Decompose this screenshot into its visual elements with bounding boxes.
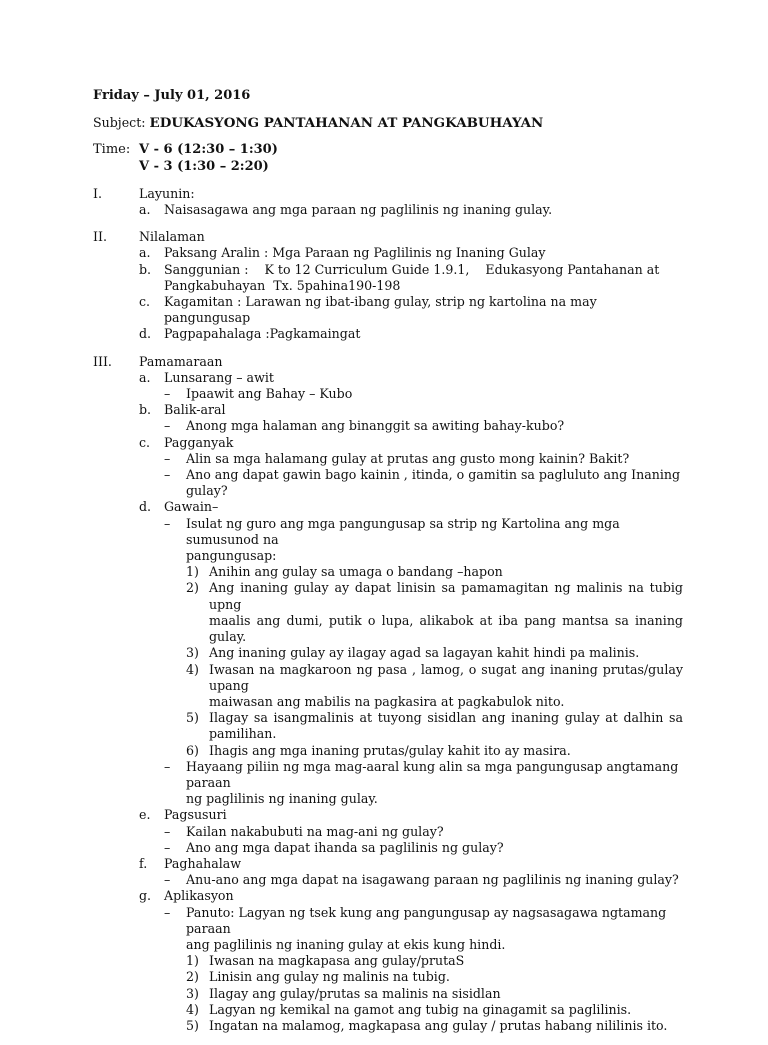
dash-item: – Ano ang mga dapat ihanda sa paglilinis ng gulay? — [164, 839, 504, 855]
lesson-date: Friday – July 01, 2016 — [93, 88, 251, 103]
numbered-item: 1) Iwasan na magkapasa ang gulay/prutaS — [186, 953, 465, 969]
list-item: d. Gawain– — [139, 499, 219, 515]
section-title: Layunin: — [139, 185, 195, 201]
numbered-item: 6) Ihagis ang mga inaning prutas/gulay kahit ito ay masira. — [186, 742, 571, 758]
list-item: b. Balik-aral — [139, 402, 226, 418]
list-item: a. Lunsarang – awit — [139, 369, 274, 385]
time-block — [93, 142, 683, 174]
section-layunin — [93, 186, 683, 218]
list-item: g. Aplikasyon — [139, 888, 234, 904]
section-nilalaman — [93, 229, 683, 342]
list-item: f. Paghahalaw — [139, 855, 242, 871]
list-item: e. Pagsusuri — [139, 807, 227, 823]
list-item: b. Sanggunian : K to 12 Curriculum Guide 1.9.1, Edukasyong Pantahanan at Pangkabuhayan Tx. 5pahina190-198 — [139, 261, 660, 293]
time-slot: V - 6 (12:30 – 1:30) — [139, 142, 278, 158]
dash-item: – Kailan nakabubuti na mag-ani ng gulay? — [164, 823, 444, 839]
dash-item: – Ipaawit ang Bahay – Kubo — [164, 386, 353, 402]
section-pamamaraan — [93, 354, 683, 1035]
dash-item: – Anu-ano ang mga dapat na isagawang paraan ng paglilinis ng inaning gulay? — [164, 872, 679, 888]
numbered-item: 5) Ingatan na malamog, magkapasa ang gulay / prutas habang nililinis ito. — [186, 1017, 668, 1033]
lesson-plan-document — [93, 88, 683, 1045]
section-number: II. — [93, 229, 107, 245]
section-title: Pamamaraan — [139, 353, 223, 369]
time-values — [139, 142, 278, 174]
numbered-item: 3) Ang inaning gulay ay ilagay agad sa lagayan kahit hindi pa malinis. — [186, 645, 640, 661]
dash-item: – Isulat ng guro ang mga pangungusap sa strip ng Kartolina ang mga sumusunod na pangungusap: — [164, 515, 620, 564]
dash-item: – Hayaang piliin ng mga mag-aaral kung alin sa mga pangungusap angtamang paraan ng paglilinis ng inaning gulay. — [164, 758, 679, 807]
dash-item: – Ano ang dapat gawin bago kainin , itinda, o gamitin sa pagluluto ang Inaning gulay? — [164, 467, 681, 499]
numbered-item: 2) Ang inaning gulay ay dapat linisin sa pamamagitan ng malinis na tubig upng maalis ang dumi, putik o lupa, alikabok at iba pang mantsa sa inaning gulay. — [186, 580, 683, 645]
numbered-item: 4) Lagyan ng kemikal na gamot ang tubig na ginagamit sa paglilinis. — [186, 1001, 632, 1017]
numbered-item: 3) Ilagay ang gulay/prutas sa malinis na sisidlan — [186, 985, 501, 1001]
dash-item: – Anong mga halaman ang binanggit sa awiting bahay-kubo? — [164, 418, 565, 434]
section-number: III. — [93, 353, 112, 369]
subject-label: Subject: — [93, 115, 146, 131]
subject-line — [93, 115, 683, 131]
list-item: c. Pagganyak — [139, 434, 234, 450]
list-item: c. Kagamitan : Larawan ng ibat-ibang gulay, strip ng kartolina na may pangungusap — [139, 294, 597, 326]
time-slot: V - 3 (1:30 – 2:20) — [139, 158, 269, 174]
section-number: I. — [93, 185, 102, 201]
subject-value: EDUKASYONG PANTAHANAN AT PANGKABUHAYAN — [149, 115, 544, 132]
dash-item: – Alin sa mga halamang gulay at prutas ang gusto mong kainin? Bakit? — [164, 450, 630, 466]
numbered-item: 2) Linisin ang gulay ng malinis na tubig. — [186, 969, 450, 985]
list-item: d. Pagpapahalaga :Pagkamaingat — [139, 326, 361, 342]
section-title: Nilalaman — [139, 229, 205, 245]
numbered-item: 1) Anihin ang gulay sa umaga o bandang –hapon — [186, 564, 503, 580]
list-item: a. Naisasagawa ang mga paraan ng paglilinis ng inaning gulay. — [139, 202, 553, 218]
dash-item: – Panuto: Lagyan ng tsek kung ang pangungusap ay nagsasagawa ngtamang paraan ang paglilinis ng inaning gulay at ekis kung hindi. — [164, 904, 667, 952]
numbered-item: 4) Iwasan na magkaroon ng pasa , lamog, o sugat ang inaning prutas/gulay upang maiwasan ang mabilis na pagkasira at pagkabulok nito. — [186, 661, 683, 709]
numbered-item: 5) Ilagay sa isangmalinis at tuyong sisidlan ang inaning gulay at dalhin sa pamilihan. — [186, 710, 683, 742]
list-item: a. Paksang Aralin : Mga Paraan ng Paglilinis ng Inaning Gulay — [139, 245, 546, 261]
time-label: Time: — [93, 142, 131, 158]
